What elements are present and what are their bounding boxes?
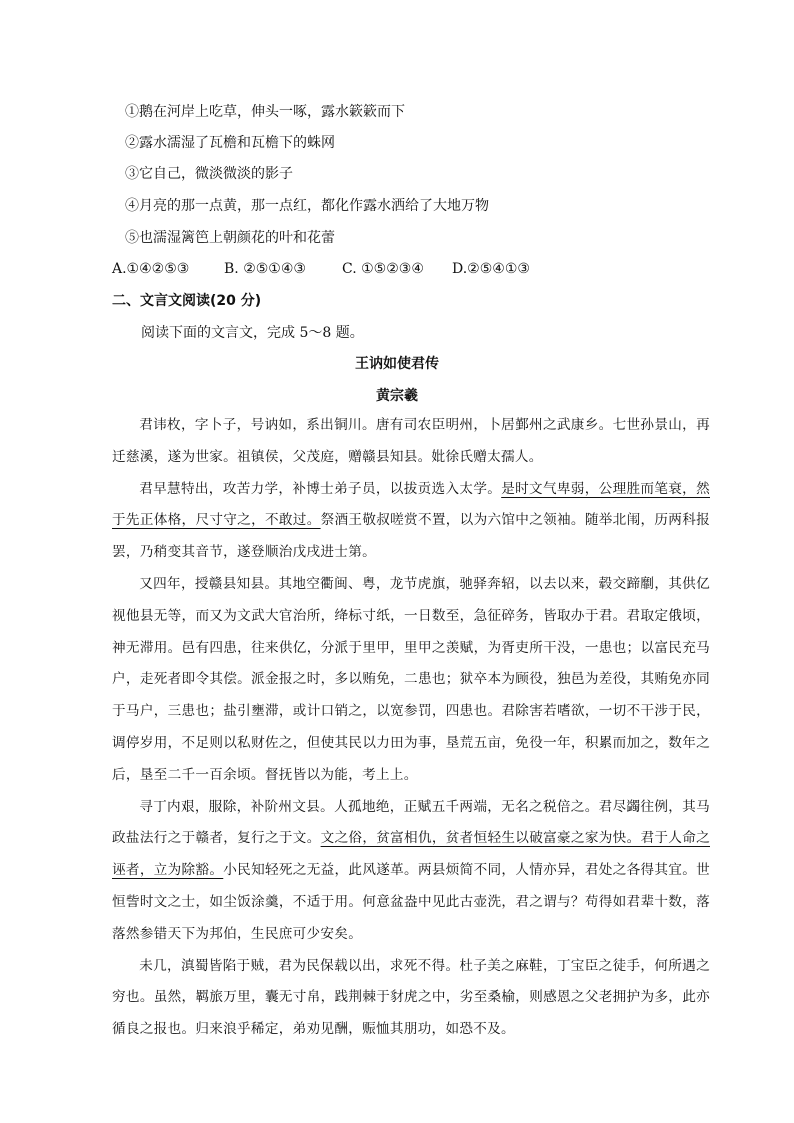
option-4: ④月亮的那一点黄，那一点红，都化作露水洒给了大地万物 xyxy=(125,198,489,214)
paragraph-4 xyxy=(112,792,710,951)
paragraph-text: 小民知轻死之无益，此风遂革。两县烦简不同，人情亦异，君处之各得其宜。世恒訾时文之士，如尘饭涂羹，不适于用。何意盆盎中见此古壶洗，君之谓与？苟得如君辈十数，落落然参错天下为邦伯，生民庶可少安矣。 xyxy=(112,862,710,942)
answer-a: A.①④②⑤③ xyxy=(112,261,190,277)
underlined-sentence: 文之俗，贫富相仇，贫者恒轻生以破富豪之家为快。君于人命之诬者，立为除豁。 xyxy=(112,830,710,879)
paragraph-text: 寻丁内艰，服除，补阶州文县。人孤地绝，正赋五千两端，无名之税倍之。君尽蠲往例，其马政盐法行之于赣者，复行之于文。 xyxy=(112,798,710,847)
section-heading: 二、文言文阅读(20 分) xyxy=(112,293,262,309)
paragraph-5 xyxy=(112,951,710,1046)
paragraph-2 xyxy=(112,474,710,569)
paragraph-text: 君讳枚，字卜子，号讷如，系出铜川。唐有司农臣明州，卜居鄞州之武康乡。七世孙景山，再迁慈溪，遂为世家。祖镇侯，父茂庭，赠赣县知县。妣徐氏赠太孺人。 xyxy=(112,417,710,465)
reading-instruction: 阅读下面的文言文，完成 5～8 题。 xyxy=(141,325,364,341)
answer-d: D.②⑤④①③ xyxy=(452,261,530,277)
paragraph-text: 君早慧特出，攻苦力学，补博士弟子员，以拔贡选入太学。 xyxy=(139,480,502,497)
paragraph-text: 未几，滇蜀皆陷于贼，君为民保载以出，求死不得。杜子美之麻鞋，丁宝臣之徒手，何所遇之穷也。虽然，羁旅万里，囊无寸帛，践荆棘于豺虎之中，劣至桑榆，则感恩之父老拥护为多，此亦循良之报也。归来浪乎稀定，弟劝见酬，赈恤其朋功，如恐不及。 xyxy=(112,957,710,1038)
underlined-sentence: 是时文气卑弱，公理胜而笔衰，然于先正体格，尺寸守之，不敢过。 xyxy=(112,480,710,529)
option-1: ①鹅在河岸上吃草，伸头一啄，露水簌簌而下 xyxy=(125,104,405,120)
option-5: ⑤也濡湿篱笆上朝颜花的叶和花蕾 xyxy=(125,230,335,246)
paragraph-text: 祭酒王敬叔嗟赏不置，以为六馆中之领袖。随举北闱，历两科报罢，乃稍变其音节，遂登顺治戊戌进士第。 xyxy=(112,512,710,561)
paragraph-3 xyxy=(112,569,710,792)
answer-choices xyxy=(112,259,530,279)
option-3: ③它自己，微淡微淡的影子 xyxy=(125,166,293,182)
passage-body xyxy=(112,410,710,1046)
passage-title: 王讷如使君传 xyxy=(355,356,439,372)
passage-author: 黄宗羲 xyxy=(376,388,418,404)
option-2: ②露水濡湿了瓦檐和瓦檐下的蛛网 xyxy=(125,135,335,151)
paragraph-text: 又四年，授赣县知县。其地空衢闽、粤，龙节虎旗，驰驿奔轺，以去以来，毂交蹄劘，其供亿视他县无等，而又为文武大官治所，绛标寸纸，一日数至，急征碎务，皆取办于君。君取定俄顷，神无滞用。邑有四患，往来供亿，分派于里甲，里甲之羡赋，为胥吏所干没，一患也；以富民充马户，走死者即令其偿。派金报之时，多以贿免，二患也；狱卒本为顾役，独邑为差役，其贿免亦同于马户，三患也；盐引壅滞，或计口销之，以宽参罚，四患也。君除害若嗜欲，一切不干涉于民，调停岁用，不足则以私财佐之，但使其民以力田为事，垦荒五亩，免役一年，积累而加之，数年之后，垦至二千一百余顷。督抚皆以为能，考上上。 xyxy=(112,575,710,783)
answer-b: B. ②⑤①④③ xyxy=(224,261,306,277)
paragraph-1 xyxy=(112,410,710,474)
answer-c: C. ①⑤②③④ xyxy=(342,261,424,277)
